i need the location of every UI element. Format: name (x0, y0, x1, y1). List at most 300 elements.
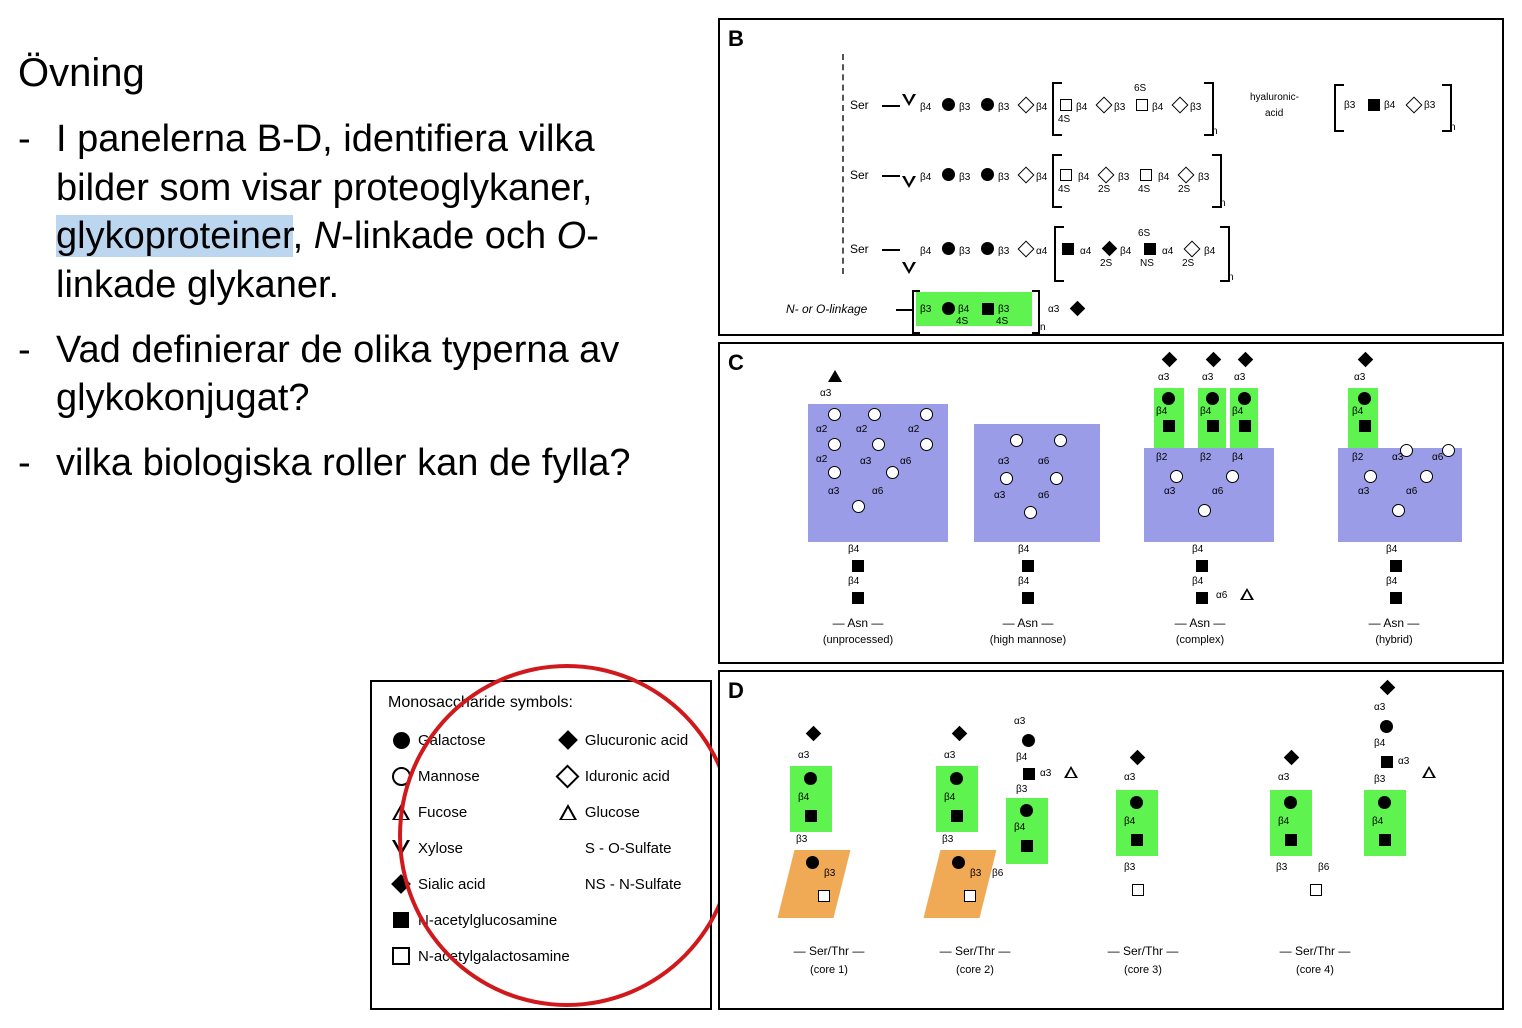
linkage-label: α4 (1162, 246, 1174, 257)
mannose-symbol (886, 466, 899, 479)
linkage-label: α6 (872, 486, 884, 497)
panel-c-letter: C (728, 350, 744, 375)
repeat-bracket-left (1052, 154, 1062, 208)
legend-item-xylose (384, 830, 551, 866)
sialic-acid-symbol (1284, 750, 1300, 766)
linkage-label: β3 (998, 246, 1010, 257)
legend-label: Mannose (418, 767, 480, 785)
bullet-text-1: I panelerna B-D, identifiera vilka bilder som visar proteoglykaner, glykoproteiner, N-linkade och O-linkade glykaner. (56, 118, 599, 307)
bullet-marker: - (18, 118, 31, 161)
linkage-label: β4 (1076, 102, 1088, 113)
legend-item-n-acetylglucosamine (384, 902, 698, 938)
iduronic-acid-symbol (1102, 241, 1118, 257)
galnac-symbol (818, 890, 830, 902)
mannose-symbol (1050, 472, 1063, 485)
serthr-label: — Ser/Thr — (939, 944, 1011, 958)
sulfate-label: 2S (1182, 258, 1195, 269)
linkage-label: β4 (1384, 100, 1396, 111)
glcnac-symbol (1196, 592, 1208, 604)
bullet-marker: - (18, 441, 31, 484)
linkage-label: α3 (994, 490, 1006, 501)
bullet-text-3: vilka biologiska roller kan de fylla? (56, 441, 631, 484)
panel-d-letter: D (728, 678, 744, 703)
galactose-symbol (804, 772, 817, 785)
sulfate-label: 6S (1134, 83, 1147, 94)
fucose-symbol (1422, 766, 1436, 778)
glcnac-symbol (1379, 834, 1391, 846)
linkage-label: β4 (1204, 246, 1216, 257)
linkage-label: α6 (1038, 456, 1050, 467)
fucose-symbol (1064, 766, 1078, 778)
galactose-symbol (942, 242, 955, 255)
galactose-symbol (1380, 720, 1393, 733)
sialic-acid-symbol (952, 726, 968, 742)
mannose-symbol (1364, 470, 1377, 483)
asn-label: — Asn — (832, 616, 884, 630)
glucuronic-acid-symbol (1406, 97, 1423, 114)
linkage-label: β3 (1016, 784, 1028, 795)
xylose-symbol (902, 176, 916, 188)
linkage-label: α3 (1124, 772, 1136, 783)
legend-label: N-acetylglucosamine (418, 911, 558, 929)
galactose-symbol (1358, 392, 1371, 405)
sialic-acid-symbol (1070, 301, 1086, 317)
legend-label: NS - N-Sulfate (584, 875, 682, 893)
legend-label: S - O-Sulfate (584, 839, 672, 857)
linkage-label: β3 (1190, 102, 1202, 113)
mannose-symbol (872, 438, 885, 451)
sialic-acid-symbol (1206, 352, 1222, 368)
linkage-label: β4 (920, 246, 932, 257)
asn-label: — Asn — (1002, 616, 1054, 630)
linkage-label: β4 (920, 102, 932, 113)
linkage-label: α3 (1158, 372, 1170, 383)
filled-diamond-icon (384, 877, 418, 891)
panel-d (718, 670, 1504, 1010)
linkage-label: β4 (1372, 816, 1384, 827)
glucuronic-acid-symbol (1096, 97, 1113, 114)
linkage-label: α3 (1354, 372, 1366, 383)
legend-label: Fucose (418, 803, 468, 821)
linkage-label: α3 (820, 388, 832, 399)
mannose-symbol (1392, 504, 1405, 517)
linkage-label: β3 (942, 834, 954, 845)
legend-column-1 (384, 722, 551, 902)
galactose-symbol (952, 856, 965, 869)
linkage-label: α3 (944, 750, 956, 761)
linkage-label: β4 (1036, 102, 1048, 113)
linkage-label: β3 (959, 246, 971, 257)
iduronic-acid-symbol (1178, 167, 1195, 184)
linkage-label: β3 (1424, 100, 1436, 111)
sulfate-label: 2S (1098, 184, 1111, 195)
legend-item-o-sulfate (551, 830, 698, 866)
linkage-label: β4 (920, 172, 932, 183)
purple-highlight-box (974, 424, 1100, 542)
row3-start-label: Ser (850, 242, 869, 256)
serthr-label: — Ser/Thr — (793, 944, 865, 958)
glcnac-symbol (805, 810, 817, 822)
linkage-label: β3 (998, 172, 1010, 183)
linkage-label: α2 (816, 424, 828, 435)
italic-n: N (313, 215, 342, 258)
repeat-bracket-left (1054, 226, 1064, 282)
legend-item-n-acetylgalactosamine (384, 938, 698, 974)
legend-label: Glucuronic acid (584, 731, 689, 749)
legend-item-fucose (384, 794, 551, 830)
linkage-label: β6 (992, 868, 1004, 879)
linkage-label: α3 (828, 486, 840, 497)
slide-text-column (18, 48, 698, 488)
galactose-symbol (1130, 796, 1143, 809)
italic-o: O (556, 215, 587, 258)
linkage-label: β3 (824, 868, 836, 879)
list-item (18, 326, 698, 423)
linkage-label: α6 (900, 456, 912, 467)
iduronic-acid-symbol (1018, 97, 1035, 114)
mannose-symbol (1226, 470, 1239, 483)
open-square-icon (384, 947, 418, 965)
linkage-label: β4 (958, 304, 970, 315)
glcnac-symbol (1390, 592, 1402, 604)
glcnac-symbol (1022, 560, 1034, 572)
glcnac-symbol (1359, 420, 1371, 432)
open-triangle-up-icon (384, 804, 418, 820)
galactose-symbol (1206, 392, 1219, 405)
linkage-label: α3 (860, 456, 872, 467)
linkage-label: β4 (1078, 172, 1090, 183)
galactose-symbol (942, 168, 955, 181)
linkage-label: β4 (1014, 822, 1026, 833)
mannose-symbol (920, 438, 933, 451)
linkage-label: β4 (1232, 406, 1244, 417)
glcnac-symbol (951, 810, 963, 822)
mannose-symbol (1000, 472, 1013, 485)
legend-label: Xylose (418, 839, 464, 857)
linkage-label: β3 (1276, 862, 1288, 873)
linkage-label: β4 (1374, 738, 1386, 749)
asn-label: — Asn — (1174, 616, 1226, 630)
row4-start-label: N- or O-linkage (786, 302, 868, 316)
hyaluronic-acid-label2: acid (1265, 108, 1284, 119)
serthr-sublabel: (core 4) (1296, 964, 1334, 976)
glycan-figure (718, 18, 1504, 1014)
mannose-symbol (1420, 470, 1433, 483)
open-circle-icon (384, 767, 418, 786)
linkage-label: β4 (848, 576, 860, 587)
linkage-label: β3 (796, 834, 808, 845)
sulfate-label: 6S (1138, 228, 1151, 239)
linkage-label: α3 (1374, 702, 1386, 713)
asn-sublabel: (complex) (1175, 634, 1225, 646)
fucose-symbol (1240, 588, 1254, 600)
glcnac-symbol (1390, 560, 1402, 572)
mannose-symbol (828, 466, 841, 479)
glcnac-symbol (1021, 840, 1033, 852)
repeat-count: n (1228, 272, 1234, 283)
linkage-label: α6 (1216, 590, 1228, 601)
repeat-count: n (1220, 198, 1226, 209)
linkage-label: α3 (998, 456, 1010, 467)
green-highlight-box (916, 292, 1032, 326)
repeat-bracket-right (1032, 290, 1040, 334)
panel-b-divider (842, 54, 844, 274)
linkage-label: α4 (1036, 246, 1048, 257)
linkage-label: β4 (1352, 406, 1364, 417)
bond-line (882, 249, 900, 251)
repeat-count: n (1212, 126, 1218, 137)
panel-c (718, 342, 1504, 664)
linkage-label: α6 (1432, 452, 1444, 463)
iduronic-acid-symbol (1098, 167, 1115, 184)
glcnac-symbol (982, 303, 994, 315)
galactose-symbol (1162, 392, 1175, 405)
repeat-count: n (1040, 322, 1046, 333)
mannose-symbol (1024, 506, 1037, 519)
linkage-label: β4 (1200, 406, 1212, 417)
legend-column-2 (551, 722, 698, 902)
serthr-sublabel: (core 1) (810, 964, 848, 976)
legend-item-mannose (384, 758, 551, 794)
linkage-label: β4 (1120, 246, 1132, 257)
legend-item-n-sulfate (551, 866, 698, 902)
galnac-symbol (1140, 169, 1152, 181)
asn-sublabel: (unprocessed) (822, 634, 894, 646)
linkage-label: α3 (1392, 452, 1404, 463)
linkage-label: β4 (1018, 544, 1030, 555)
glcnac-symbol (1144, 243, 1156, 255)
filled-diamond-wide-icon (551, 733, 585, 747)
linkage-label: β2 (1352, 452, 1364, 463)
linkage-label: β3 (1124, 862, 1136, 873)
linkage-label: β4 (848, 544, 860, 555)
linkage-label: α4 (1080, 246, 1092, 257)
linkage-label: α3 (1040, 768, 1052, 779)
glcnac-symbol (1022, 592, 1034, 604)
mannose-symbol (1442, 444, 1455, 457)
linkage-label: β4 (1018, 576, 1030, 587)
linkage-label: α3 (1398, 756, 1410, 767)
glcnac-symbol (1163, 420, 1175, 432)
linkage-label: β4 (944, 792, 956, 803)
linkage-label: α6 (1038, 490, 1050, 501)
linkage-label: β4 (1156, 406, 1168, 417)
linkage-label: β4 (1192, 544, 1204, 555)
row1-start-label: Ser (850, 98, 869, 112)
linkage-label: α3 (1202, 372, 1214, 383)
glcnac-symbol (1285, 834, 1297, 846)
legend-item-sialic-acid (384, 866, 551, 902)
linkage-label: α6 (1406, 486, 1418, 497)
glcnac-symbol (1368, 99, 1380, 111)
legend-item-glucose (551, 794, 698, 830)
linkage-label: β3 (998, 304, 1010, 315)
linkage-label: β3 (1344, 100, 1356, 111)
linkage-label: β4 (1232, 452, 1244, 463)
glcnac-symbol (852, 560, 864, 572)
glcnac-symbol (1239, 420, 1251, 432)
linkage-label: β3 (959, 102, 971, 113)
repeat-bracket-left (912, 290, 920, 334)
legend-label: Iduronic acid (584, 767, 670, 785)
linkage-label: β3 (998, 102, 1010, 113)
galnac-symbol (1132, 884, 1144, 896)
glcnac-symbol (1196, 560, 1208, 572)
linkage-label: β3 (1118, 172, 1130, 183)
glcnac-symbol (1023, 768, 1035, 780)
galactose-symbol (950, 772, 963, 785)
linkage-label: β6 (1318, 862, 1330, 873)
linkage-label: α6 (1212, 486, 1224, 497)
open-diamond-icon (551, 768, 585, 785)
glcnac-symbol (1131, 834, 1143, 846)
glcnac-symbol (852, 592, 864, 604)
linkage-label: α3 (1164, 486, 1176, 497)
galactose-symbol (942, 98, 955, 111)
repeat-bracket-left (1052, 82, 1062, 136)
linkage-label: α3 (1234, 372, 1246, 383)
legend-item-glucuronic-acid (551, 722, 698, 758)
linkage-label: α3 (798, 750, 810, 761)
monosaccharide-legend (370, 680, 712, 1010)
asn-sublabel: (high mannose) (989, 634, 1067, 646)
galactose-symbol (981, 242, 994, 255)
linkage-label: β4 (1158, 172, 1170, 183)
linkage-label: β4 (1124, 816, 1136, 827)
sialic-acid-symbol (1238, 352, 1254, 368)
asn-sublabel: (hybrid) (1375, 634, 1413, 646)
sulfate-label: NS (1140, 258, 1154, 269)
linkage-label: α2 (816, 454, 828, 465)
linkage-label: β4 (1386, 576, 1398, 587)
legend-item-galactose (384, 722, 551, 758)
sulfate-label: 2S (1178, 184, 1191, 195)
linkage-label: β3 (1114, 102, 1126, 113)
sulfate-label: 2S (1100, 258, 1113, 269)
linkage-label: β3 (1374, 774, 1386, 785)
galactose-symbol (1238, 392, 1251, 405)
list-item (18, 115, 698, 310)
open-triangle-down-icon (384, 840, 418, 856)
iduronic-acid-symbol (1018, 167, 1035, 184)
serthr-sublabel: (core 2) (956, 964, 994, 976)
galnac-symbol (964, 890, 976, 902)
xylose-symbol (902, 94, 916, 106)
bullet-marker: - (18, 328, 31, 371)
linkage-label: β2 (1156, 452, 1168, 463)
list-item (18, 439, 698, 488)
sulfate-label: 4S (1058, 184, 1071, 195)
row2-start-label: Ser (850, 168, 869, 182)
mannose-symbol (868, 408, 881, 421)
bond-line (882, 175, 900, 177)
galactose-symbol (806, 856, 819, 869)
repeat-count: n (1450, 122, 1456, 133)
sialic-acid-symbol (1380, 680, 1396, 696)
serthr-label: — Ser/Thr — (1279, 944, 1351, 958)
linkage-label: β4 (1386, 544, 1398, 555)
linkage-label: α3 (1014, 716, 1026, 727)
mannose-symbol (828, 408, 841, 421)
linkage-label: β4 (1192, 576, 1204, 587)
linkage-label: β4 (1152, 102, 1164, 113)
legend-label: Glucose (584, 803, 640, 821)
sulfate-label: 4S (1138, 184, 1151, 195)
iduronic-acid-symbol (1184, 241, 1201, 258)
linkage-label: β3 (920, 304, 932, 315)
linkage-label: β2 (1200, 452, 1212, 463)
galactose-symbol (1022, 734, 1035, 747)
linkage-label: β4 (1036, 172, 1048, 183)
mannose-symbol (828, 438, 841, 451)
mannose-symbol (1054, 434, 1067, 447)
linkage-label: α3 (1048, 304, 1060, 315)
page-title: Övning (18, 51, 145, 95)
linkage-label: β3 (959, 172, 971, 183)
galactose-symbol (1284, 796, 1297, 809)
sialic-acid-symbol (1162, 352, 1178, 368)
highlighted-term: glykoproteiner (56, 215, 293, 258)
glucuronic-acid-symbol (1172, 97, 1189, 114)
bullet-text-2: Vad definierar de olika typerna av glykokonjugat? (56, 328, 620, 420)
galactose-symbol (981, 98, 994, 111)
galnac-symbol (1310, 884, 1322, 896)
iduronic-acid-symbol (1018, 241, 1035, 258)
mannose-symbol (1010, 434, 1023, 447)
xylose-symbol (902, 262, 916, 274)
linkage-label: β4 (1016, 752, 1028, 763)
glcnac-symbol (1381, 756, 1393, 768)
panel-b (718, 18, 1504, 336)
asn-label: — Asn — (1368, 616, 1420, 630)
linkage-label: α2 (908, 424, 920, 435)
linkage-label: β3 (1198, 172, 1210, 183)
linkage-label: α3 (1358, 486, 1370, 497)
galactose-symbol (1378, 796, 1391, 809)
mannose-symbol (852, 500, 865, 513)
sialic-acid-symbol (1130, 750, 1146, 766)
linkage-label: β4 (798, 792, 810, 803)
linkage-label: α2 (856, 424, 868, 435)
mannose-symbol (1170, 470, 1183, 483)
sulfate-label: 4S (996, 316, 1009, 327)
galnac-symbol (1136, 99, 1148, 111)
sialic-acid-symbol (806, 726, 822, 742)
mannose-symbol (1198, 504, 1211, 517)
linkage-label: β3 (970, 868, 982, 879)
bond-line (882, 105, 900, 107)
sulfate-label: 4S (956, 316, 969, 327)
linkage-label: β4 (1278, 816, 1290, 827)
galactose-symbol (942, 302, 955, 315)
legend-label: Sialic acid (418, 875, 486, 893)
panel-b-letter: B (728, 26, 744, 51)
sialic-acid-symbol (1358, 352, 1374, 368)
galactose-symbol (981, 168, 994, 181)
mannose-symbol (920, 408, 933, 421)
filled-square-icon (384, 912, 418, 928)
linkage-label: α3 (1278, 772, 1290, 783)
legend-label: Galactose (418, 731, 486, 749)
fucose-symbol (828, 370, 842, 382)
open-triangle-up-icon (551, 804, 585, 820)
glcnac-symbol (1207, 420, 1219, 432)
serthr-label: — Ser/Thr — (1107, 944, 1179, 958)
legend-label: N-acetylgalactosamine (418, 947, 570, 965)
sulfate-label: 4S (1058, 114, 1071, 125)
filled-circle-icon (384, 732, 418, 749)
galactose-symbol (1020, 804, 1033, 817)
